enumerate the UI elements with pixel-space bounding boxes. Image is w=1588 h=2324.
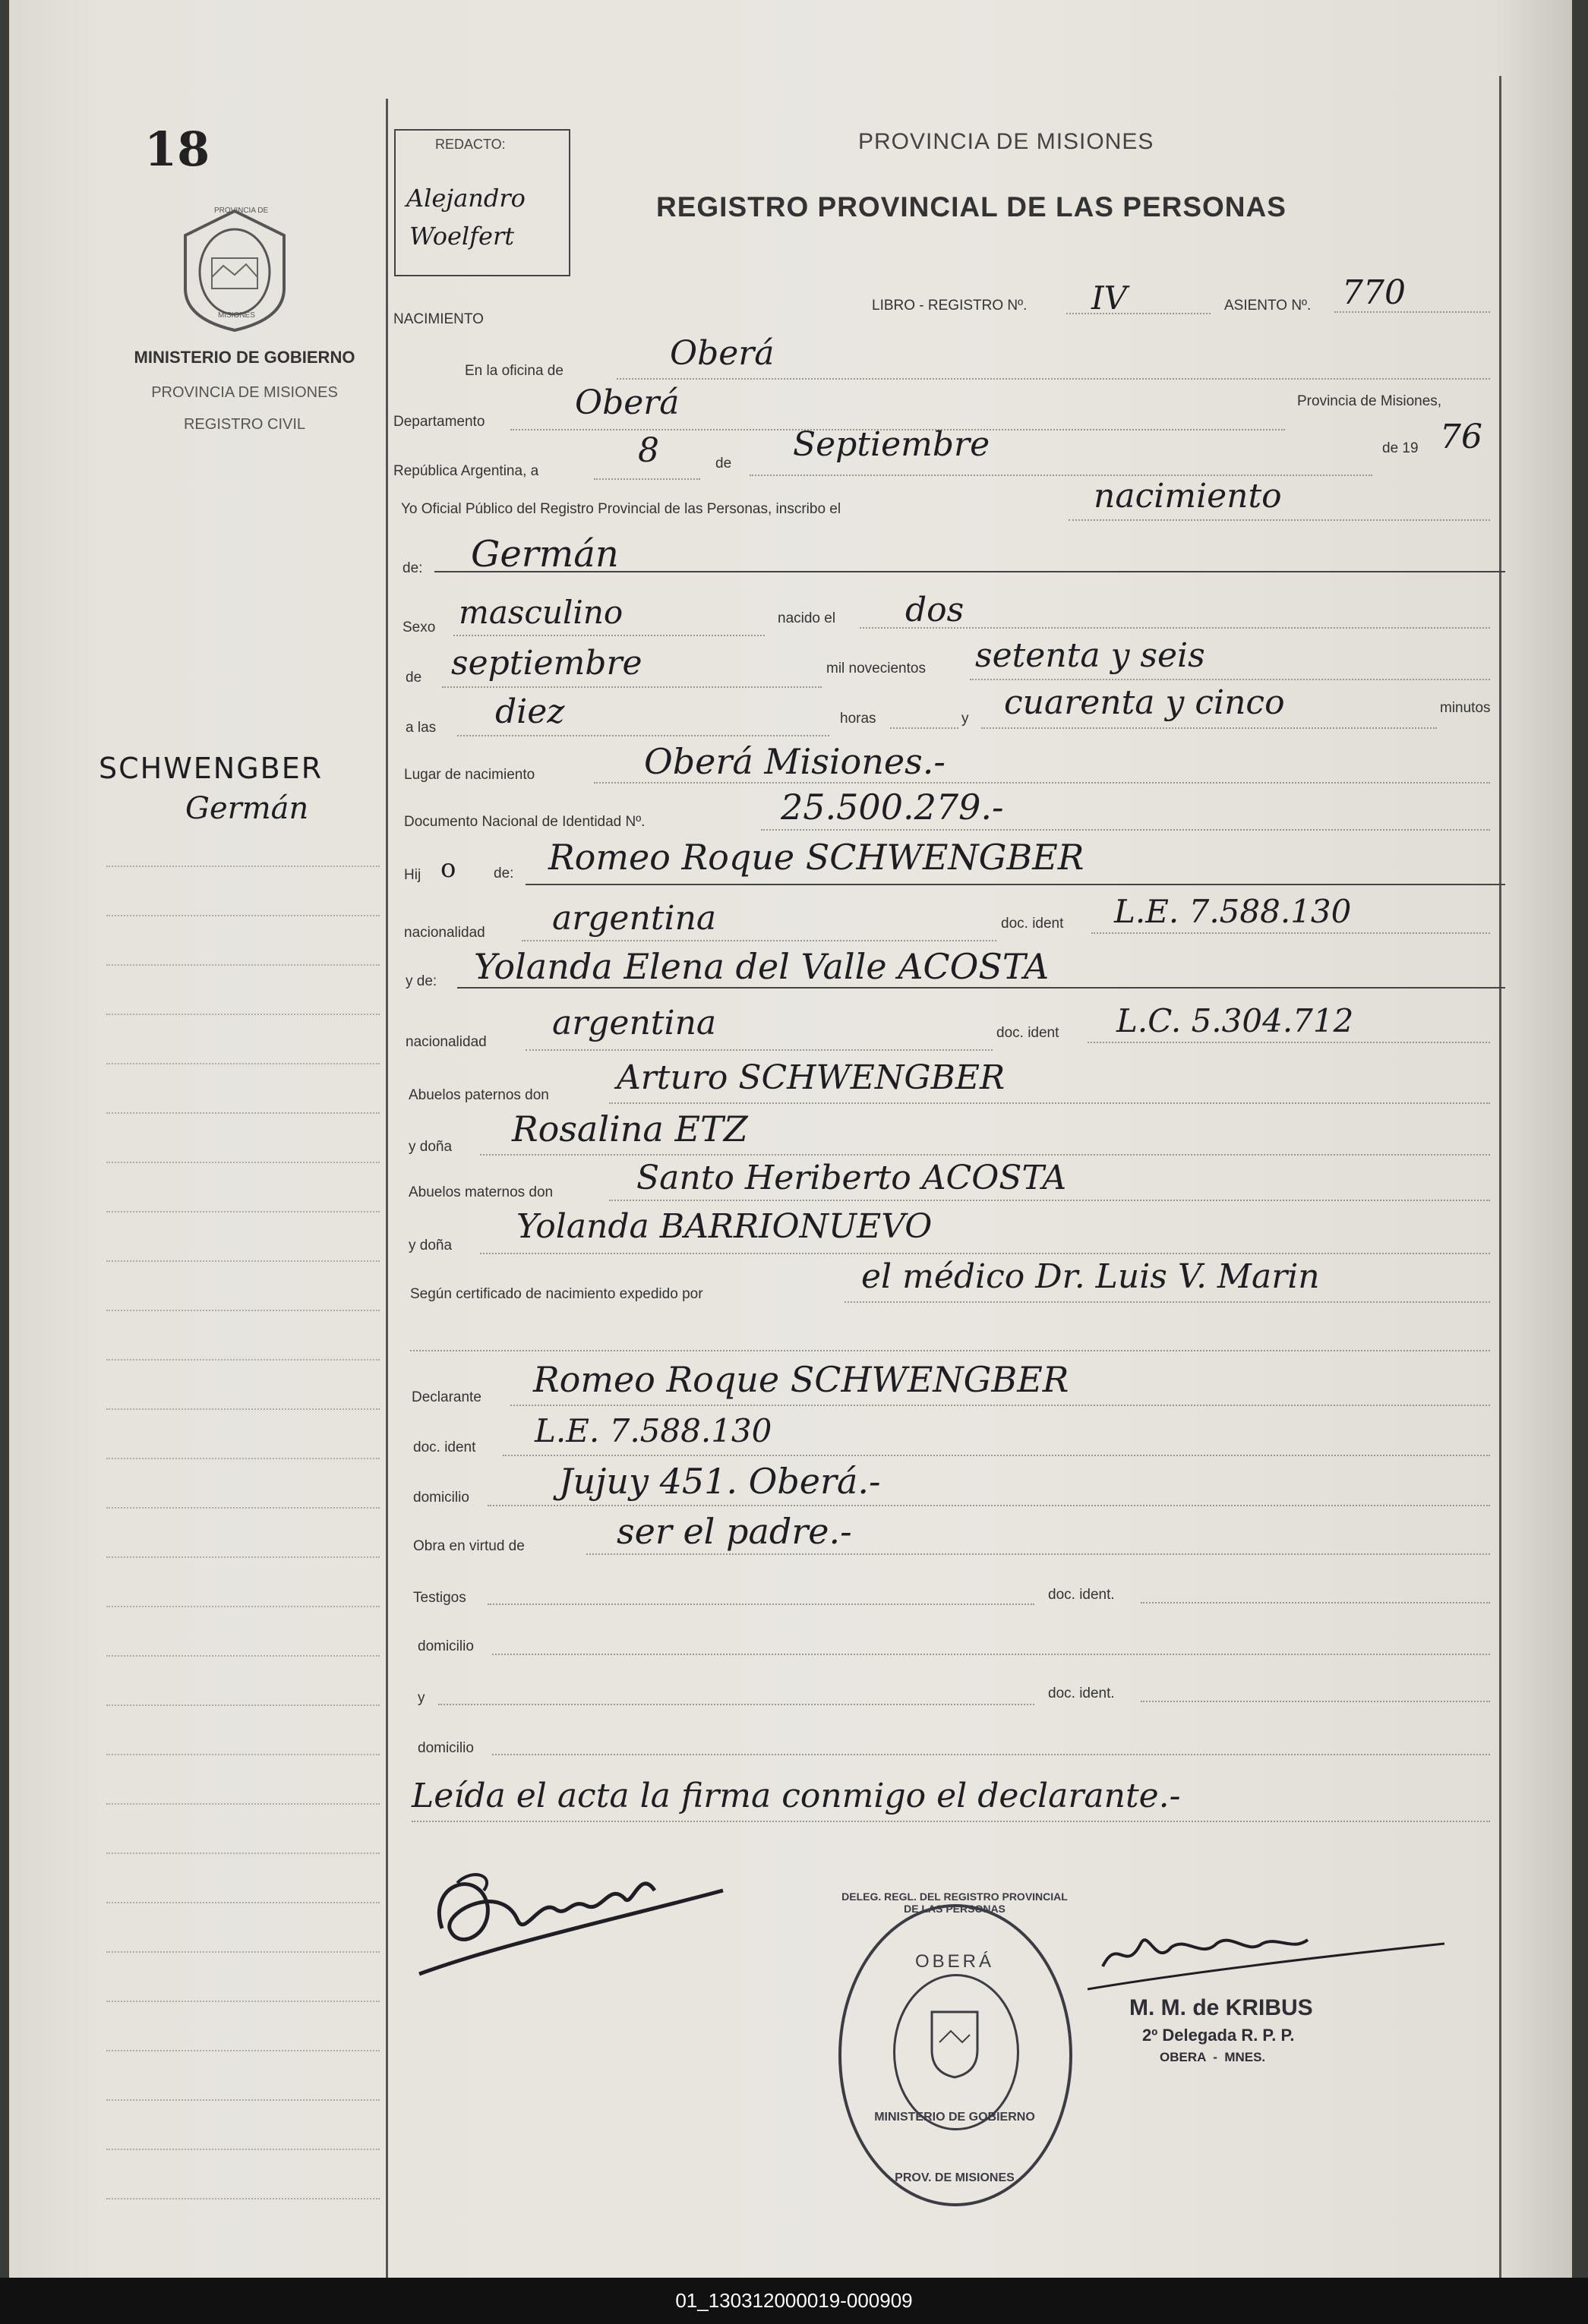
name-de-label: de: [403,560,423,576]
hijo-label: Hij [404,867,421,883]
dni-label: Documento Nacional de Identidad Nº. [404,814,646,830]
alas-value: diez [495,692,565,731]
departamento-value: Oberá [575,383,680,422]
redacto-name-line2: Woelfert [409,222,515,251]
official-name: M. M. de KRIBUS [1129,1995,1313,2020]
republica-label: República Argentina, a [393,463,539,479]
oficina-value: Oberá [670,334,775,373]
year-prefix: de 19 [1382,440,1419,456]
father-doc-value: L.E. 7.588.130 [1114,893,1352,930]
domicilio-label: domicilio [413,1490,469,1506]
abuelos-pat-label: Abuelos paternos don [409,1087,549,1103]
abuela-mat-label: y doña [409,1238,453,1253]
asiento-value: 770 [1342,273,1406,312]
father-value: Romeo Roque SCHWENGBER [548,837,1084,878]
seal-top-text: PROVINCIA DE [214,207,269,215]
official-title: 2º Delegada R. P. P. [1142,2026,1295,2045]
certificado-label: Según certificado de nacimiento expedido por [410,1286,703,1302]
declarante-label: Declarante [412,1389,481,1405]
page-number: 18 [144,121,210,177]
father-nac-label: nacionalidad [404,925,485,941]
birth-de-label: de [406,670,422,686]
header-province: PROVINCIA DE MISIONES [858,129,1154,154]
sidebar-province: PROVINCIA DE MISIONES [151,384,338,401]
lugar-value: Oberá Misiones.- [644,741,946,782]
official-signature-icon [1088,1913,1452,1997]
redacto-name-line1: Alejandro [406,184,526,213]
horas-label: horas [840,711,876,727]
provincia-suffix: Provincia de Misiones, [1297,393,1442,409]
mother-underline [457,987,1505,989]
oficina-label: En la oficina de [465,363,564,379]
mother-doc-label: doc. ident [996,1025,1059,1041]
abuela-pat-label: y doña [409,1139,453,1155]
declarante-value: Romeo Roque SCHWENGBER [533,1359,1069,1400]
inscribo-value: nacimiento [1094,477,1282,516]
year-value: 76 [1440,418,1482,456]
libro-value: IV [1091,279,1127,317]
departamento-label: Departamento [393,414,485,430]
testigos-doc-label: doc. ident. [1048,1587,1115,1603]
domicilio-2-label: domicilio [418,1740,474,1756]
abuelos-mat-label: Abuelos maternos don [409,1184,554,1200]
seal-bottom-text: MISIONES [218,311,255,320]
sidebar-ministry: MINISTERIO DE GOBIERNO [134,348,355,367]
seal-city: OBERÁ [914,1951,995,1972]
margin-note-name: Germán [185,791,309,826]
abuelo-pat-value: Arturo SCHWENGBER [617,1058,1006,1097]
y2-doc-label: doc. ident. [1048,1685,1115,1701]
seal-emblem-icon [924,2004,985,2080]
mil-value: setenta y seis [975,636,1205,675]
father-underline [526,884,1505,885]
libro-label: LIBRO - REGISTRO Nº. [872,298,1028,314]
y-label: y [961,711,969,727]
father-doc-label: doc. ident [1001,916,1064,932]
declarant-signature-icon [412,1837,731,1989]
abuela-pat-value: Rosalina ETZ [512,1108,748,1149]
obra-value: ser el padre.- [617,1511,852,1552]
mother-nac-label: nacionalidad [406,1034,487,1050]
official-place: OBERA - MNES. [1160,2050,1266,2064]
sidebar-registry: REGISTRO CIVIL [183,416,306,433]
image-id-footer: 01_130312000019-000909 [0,2278,1588,2324]
oficial-text: Yo Oficial Público del Registro Provincial de las Personas, inscribo el [401,501,841,517]
decl-doc-value: L.E. 7.588.130 [535,1412,772,1449]
minutos-value: cuarenta y cinco [1004,683,1285,722]
month-value: Septiembre [793,425,990,464]
redacto-box [394,129,570,276]
seal-ring-text: DELEG. REGL. DEL REGISTRO PROVINCIAL DE LAS PERSONAS [841,1890,1068,1915]
mother-nac-value: argentina [552,1004,717,1042]
asiento-label: ASIENTO Nº. [1224,298,1312,314]
seal-bottom: PROV. DE MISIONES [895,2171,1015,2184]
decl-doc-label: doc. ident [413,1439,476,1455]
abuelo-mat-value: Santo Heriberto ACOSTA [636,1159,1067,1197]
hijo-de-label: de: [494,866,514,881]
domicilio-value: Jujuy 451. Oberá.- [559,1461,881,1502]
obra-label: Obra en virtud de [413,1538,525,1554]
sexo-value: masculino [459,594,624,631]
testigos-label: Testigos [413,1590,466,1606]
margin-note-surname: SCHWENGBER [99,752,324,785]
date-de-label: de [715,456,732,471]
minutos-label: minutos [1440,700,1491,716]
certificado-value: el médico Dr. Luis V. Marin [861,1257,1320,1296]
header-title: REGISTRO PROVINCIAL DE LAS PERSONAS [656,191,1287,222]
mother-value: Yolanda Elena del Valle ACOSTA [474,946,1050,987]
seal-ministry: MINISTERIO DE GOBIERNO [874,2111,1035,2124]
child-name-value: Germán [471,533,619,575]
domicilio-1-label: domicilio [418,1638,474,1654]
nacido-label: nacido el [778,610,836,626]
mother-doc-value: L.C. 5.304.712 [1116,1002,1354,1039]
closing-statement: Leída el acta la firma conmigo el declarante.- [412,1777,1181,1815]
birth-month-value: septiembre [451,644,642,683]
left-frame-line [386,99,388,2278]
y2-label: y [418,1690,425,1706]
alas-label: a las [406,720,437,736]
redacto-label: REDACTO: [435,137,506,152]
nacido-value: dos [905,591,964,629]
right-frame-line [1499,76,1501,2278]
dni-value: 25.500.279.- [781,787,1004,828]
lugar-label: Lugar de nacimiento [404,767,535,783]
hijo-suffix: o [440,853,456,884]
day-value: 8 [638,431,659,470]
sexo-label: Sexo [403,620,436,635]
mother-yde-label: y de: [406,973,437,989]
abuela-mat-value: Yolanda BARRIONUEVO [516,1207,933,1246]
register-page [9,0,1572,2278]
father-nac-value: argentina [552,899,717,938]
mil-label: mil novecientos [826,661,926,676]
section-label: NACIMIENTO [393,311,484,327]
